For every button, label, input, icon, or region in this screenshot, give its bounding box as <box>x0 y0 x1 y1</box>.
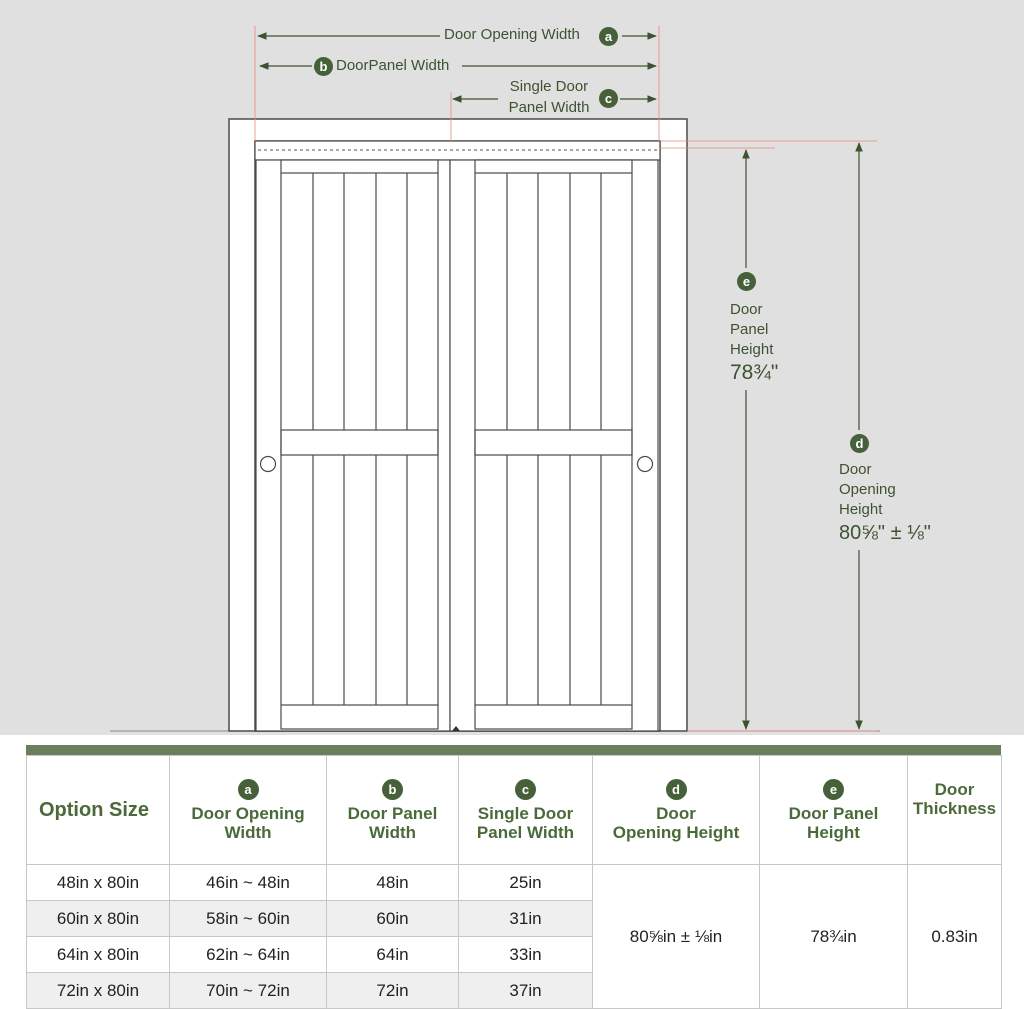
cell-door-opening-height: 80⅝in ± ⅛in <box>593 865 760 1009</box>
cell-single-door-panel-width: 33in <box>459 937 593 973</box>
cell-door-opening-width: 70in ~ 72in <box>170 973 327 1009</box>
door-panel-width-label: DoorPanel Width <box>336 57 450 74</box>
badge-d: d <box>850 434 869 453</box>
cell-option-size: 72in x 80in <box>27 973 170 1009</box>
door-panel-height-value: 78¾" <box>730 361 779 384</box>
cell-door-thickness: 0.83in <box>908 865 1002 1009</box>
door-track <box>255 141 660 160</box>
cell-door-opening-width: 62in ~ 64in <box>170 937 327 973</box>
header-door-opening-height: d Door Opening Height <box>593 756 760 865</box>
badge-a: a <box>599 27 618 46</box>
cell-door-panel-width: 60in <box>327 901 459 937</box>
header-door-panel-height: e Door Panel Height <box>760 756 908 865</box>
door-opening-height-label: Door Opening Height 80⅝" ± ⅛" <box>839 461 931 544</box>
cell-option-size: 60in x 80in <box>27 901 170 937</box>
table-header-row <box>27 756 1002 865</box>
table-top-bar <box>26 745 1001 755</box>
badge-e: e <box>737 272 756 291</box>
cell-door-panel-width: 72in <box>327 973 459 1009</box>
cell-single-door-panel-width: 25in <box>459 865 593 901</box>
cell-door-opening-width: 46in ~ 48in <box>170 865 327 901</box>
cell-door-opening-width: 58in ~ 60in <box>170 901 327 937</box>
badge-b: b <box>314 57 333 76</box>
door-opening-height-value: 80⅝" ± ⅛" <box>839 522 931 544</box>
cell-single-door-panel-width: 37in <box>459 973 593 1009</box>
cell-option-size: 64in x 80in <box>27 937 170 973</box>
door-panel-height-label: Door Panel Height 78¾" <box>730 301 779 384</box>
cell-single-door-panel-width: 31in <box>459 901 593 937</box>
header-door-panel-width: b Door Panel Width <box>327 756 459 865</box>
size-spec-table <box>26 745 1001 1009</box>
single-door-panel-width-label: Single Door Panel Width <box>508 78 590 116</box>
right-door-panel <box>450 160 658 731</box>
door-opening-width-label: Door Opening Width <box>444 26 580 43</box>
cell-option-size: 48in x 80in <box>27 865 170 901</box>
badge-c: c <box>599 89 618 108</box>
header-door-thickness: Door Thickness <box>908 756 1002 865</box>
cell-door-panel-height: 78¾in <box>760 865 908 1009</box>
left-door-panel <box>256 160 450 731</box>
cell-door-panel-width: 48in <box>327 865 459 901</box>
header-door-opening-width: a Door Opening Width <box>170 756 327 865</box>
table-row <box>27 865 1002 901</box>
header-option-size: Option Size <box>27 756 170 865</box>
cell-door-panel-width: 64in <box>327 937 459 973</box>
header-single-door-panel-width: c Single Door Panel Width <box>459 756 593 865</box>
